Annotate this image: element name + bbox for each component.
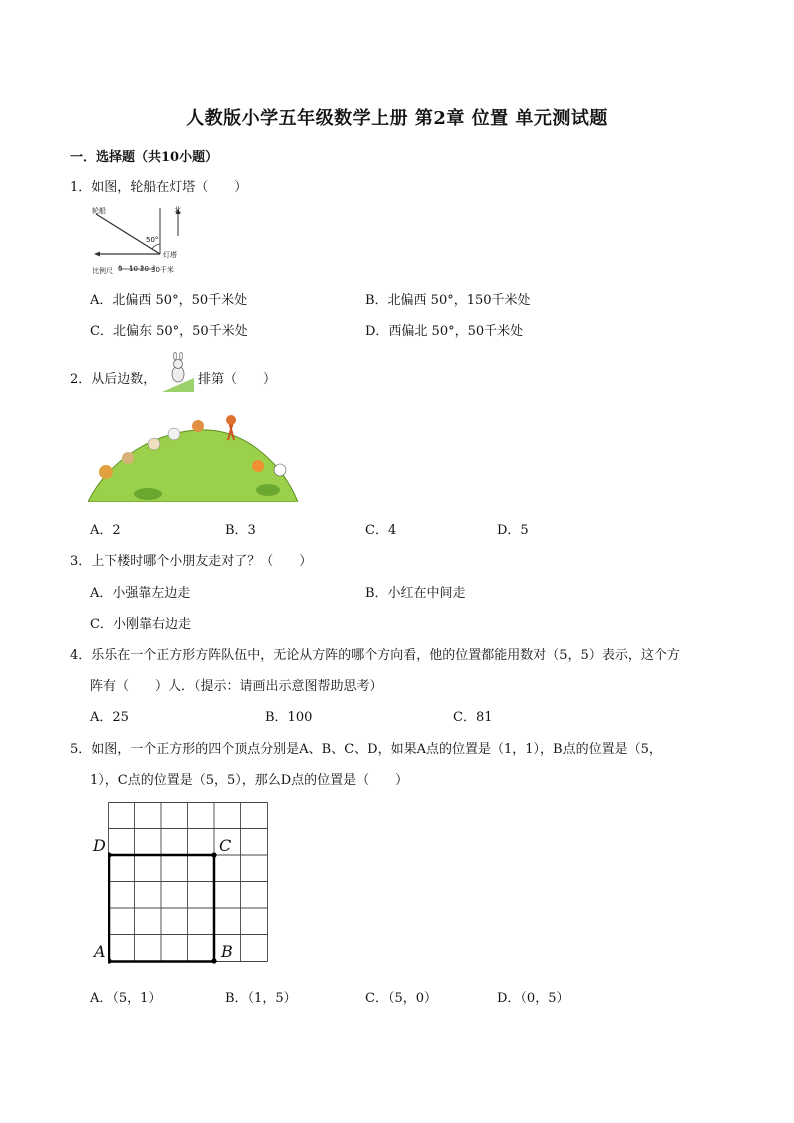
ship-direction-line bbox=[96, 214, 160, 254]
q3-option-c: C．小刚靠右边走 bbox=[90, 617, 191, 632]
question-5-line-2: 1），C点的位置是（5，5），那么D点的位置是（ ） bbox=[90, 773, 409, 788]
section-heading: 一．选择题（共10小题） bbox=[70, 150, 219, 165]
q3-option-b: B．小红在中间走 bbox=[365, 586, 466, 601]
grid-label-a: A bbox=[94, 942, 106, 961]
question-1-text: 1．如图，轮船在灯塔（ ） bbox=[70, 180, 248, 195]
rabbit-icon bbox=[160, 352, 196, 394]
q2-option-a: A．2 bbox=[90, 523, 121, 538]
q2-option-b: B．3 bbox=[225, 523, 256, 538]
figure-north-label: 北 bbox=[174, 206, 181, 214]
q4-option-b: B．100 bbox=[265, 710, 313, 725]
q1-option-d: D．西偏北 50°，50千米处 bbox=[365, 324, 524, 339]
q2-option-d: D．5 bbox=[497, 523, 529, 538]
figure-scale-tick: 30千米 bbox=[151, 266, 174, 274]
point-a bbox=[108, 958, 112, 963]
q5-option-d: D．（0，5） bbox=[497, 991, 570, 1006]
figure-scale-label: 比例尺 bbox=[92, 267, 113, 275]
figure-scale-tick: 0 bbox=[118, 265, 123, 273]
question-5-line-1: 5．如图，一个正方形的四个顶点分别是A、B、C、D，如果A点的位置是（1，1），B点的位置是（5， bbox=[70, 742, 662, 757]
grid-label-d: D bbox=[93, 836, 106, 855]
question-4-line-1: 4．乐乐在一个正方形方阵队伍中，无论从方阵的哪个方向看，他的位置都能用数对（5，5）表示，这个方 bbox=[70, 648, 680, 663]
q4-option-a: A．25 bbox=[90, 710, 129, 725]
grid-label-c: C bbox=[219, 836, 232, 855]
figure-scale-tick: 20 bbox=[140, 265, 149, 273]
q1-option-c: C．北偏东 50°，50千米处 bbox=[90, 324, 248, 339]
q2-option-c: C．4 bbox=[365, 523, 397, 538]
q5-option-c: C．（5，0） bbox=[365, 991, 437, 1006]
coordinate-grid-figure bbox=[108, 802, 270, 964]
page-title: 人教版小学五年级数学上册 第2章 位置 单元测试题 bbox=[186, 108, 608, 129]
q4-option-c: C．81 bbox=[453, 710, 493, 725]
point-b bbox=[211, 958, 216, 963]
question-4-line-2: 阵有（ ）人．（提示：请画出示意图帮助思考） bbox=[90, 679, 383, 694]
q1-option-b: B．北偏西 50°，150千米处 bbox=[365, 293, 531, 308]
q5-option-a: A．（5，1） bbox=[90, 991, 162, 1006]
figure-scale-tick: 10 bbox=[129, 265, 138, 273]
question-3-text: 3．上下楼时哪个小朋友走对了？（ ） bbox=[70, 554, 313, 569]
point-d bbox=[108, 852, 112, 857]
point-c bbox=[211, 852, 216, 857]
figure-angle-label: 50° bbox=[146, 236, 159, 244]
q5-option-b: B．（1，5） bbox=[225, 991, 297, 1006]
figure-lighthouse-label: 灯塔 bbox=[163, 251, 177, 259]
figure-ship-label: 轮船 bbox=[92, 207, 106, 215]
animals-on-hill-image bbox=[88, 410, 298, 502]
question-2-text-before: 2．从后边数， bbox=[70, 372, 157, 387]
grid-label-b: B bbox=[221, 942, 233, 961]
q3-option-a: A．小强靠左边走 bbox=[90, 586, 191, 601]
q1-option-a: A．北偏西 50°，50千米处 bbox=[90, 293, 248, 308]
question-2-text-after: 排第（ ） bbox=[198, 372, 277, 387]
